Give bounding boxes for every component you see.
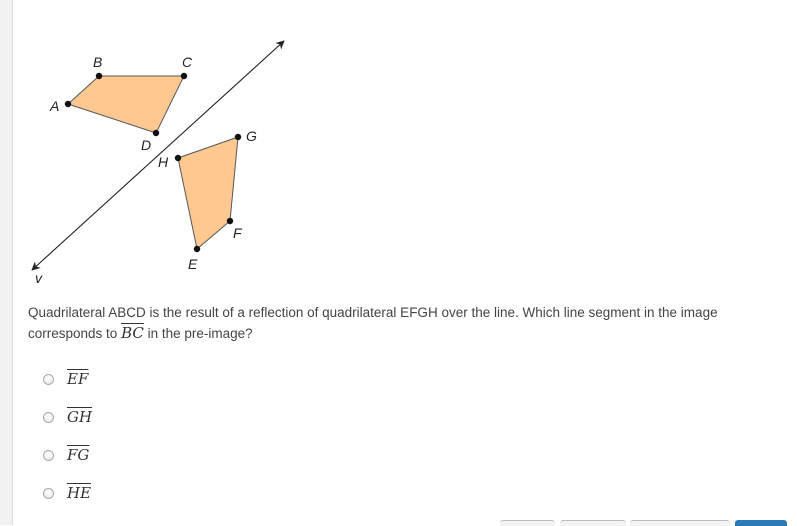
point-a — [65, 101, 71, 107]
footer-button-3[interactable] — [630, 520, 730, 526]
footer-button-1[interactable] — [500, 520, 555, 526]
question-text — [28, 302, 778, 344]
line-label-v: v — [35, 270, 42, 286]
quadrilateral-efgh — [178, 137, 238, 249]
reflection-figure — [0, 0, 420, 300]
point-g — [235, 134, 241, 140]
point-c — [181, 73, 187, 79]
radio-button[interactable] — [43, 412, 54, 423]
label-c: C — [182, 54, 193, 70]
point-e — [194, 246, 200, 252]
footer-button-2[interactable] — [560, 520, 626, 526]
label-h: H — [158, 154, 169, 170]
choice-label: $\overline{HE}$ — [67, 484, 92, 502]
choice-label: $\overline{EF}$ — [67, 370, 89, 388]
label-e: E — [188, 256, 198, 272]
label-b: B — [93, 54, 103, 70]
question-text-before: Quadrilateral ABCD is the result of a reflection of quadrilateral EFGH over the line. Which line segment in the image corresponds to — [28, 305, 718, 341]
label-f: F — [233, 225, 242, 241]
point-b — [96, 73, 102, 79]
answer-choices — [40, 360, 92, 512]
point-f — [227, 218, 233, 224]
question-text-after: in the pre-image? — [143, 326, 253, 341]
choice-he[interactable] — [40, 474, 92, 512]
label-g: G — [246, 128, 257, 144]
choice-label: $\overline{GH}$ — [67, 408, 93, 426]
quadrilateral-abcd — [68, 76, 184, 133]
choice-label: $\overline{FG}$ — [67, 446, 90, 464]
label-d: D — [141, 137, 152, 153]
point-d — [153, 130, 159, 136]
choice-fg[interactable] — [40, 436, 92, 474]
radio-button[interactable] — [43, 488, 54, 499]
segment-bc: $\overline{BC}$ — [121, 324, 144, 342]
footer-button-row — [495, 520, 797, 525]
choice-gh[interactable] — [40, 398, 92, 436]
footer-button-4[interactable] — [735, 520, 787, 526]
radio-button[interactable] — [43, 374, 54, 385]
label-a: A — [50, 98, 60, 114]
point-h — [175, 155, 181, 161]
choice-ef[interactable] — [40, 360, 92, 398]
radio-button[interactable] — [43, 450, 54, 461]
